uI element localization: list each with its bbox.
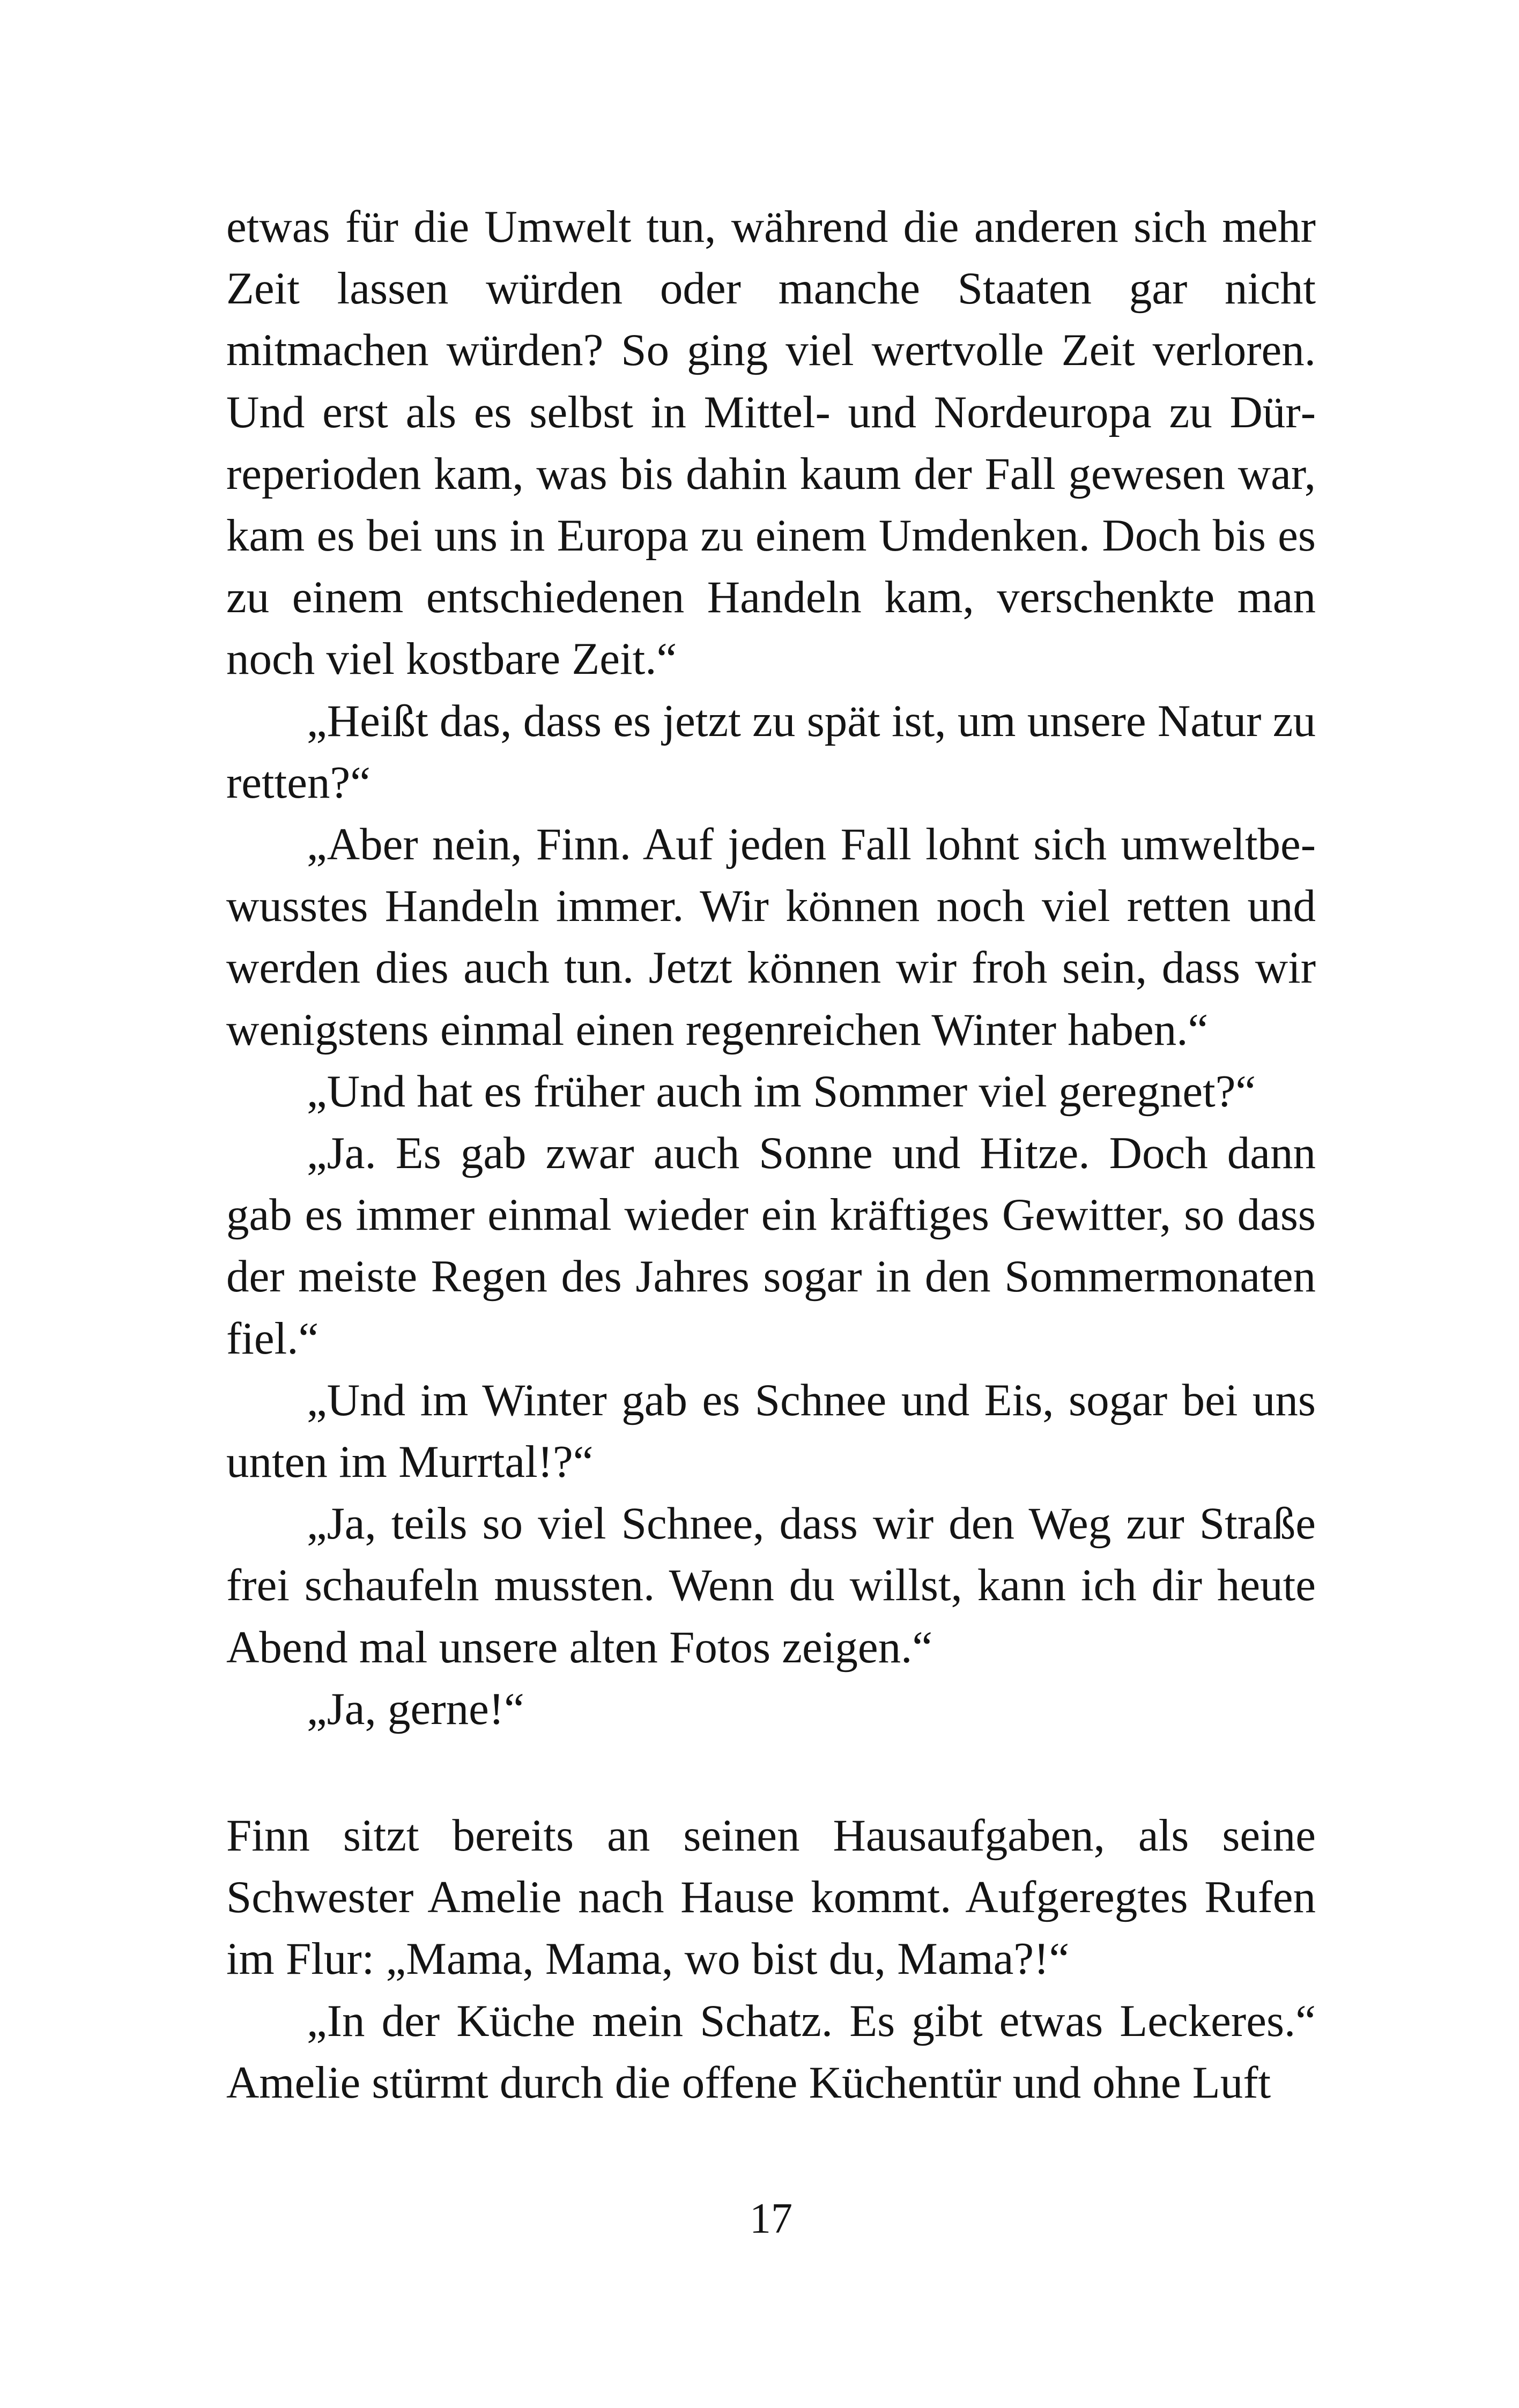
text-section-2: [226, 1805, 1316, 2114]
paragraph-6: „Und im Winter gab es Schnee und Eis, sogar bei uns unten im Murrtal!?“: [226, 1374, 1316, 1488]
paragraph-1: etwas für die Umwelt tun, während die anderen sich mehr Zeit lassen würden oder manche Staaten gar nicht mitmachen würden? So ging viel wertvolle Zeit verloren. Und erst als es selbst in Mittel- und Nordeuropa zu Dürreperioden kam, was bis dahin kaum der Fall gewesen war, kam es bei uns in Europa zu einem Umdenken. Doch bis es zu einem entschiedenen Handeln kam, verschenkte man noch viel kostbare Zeit.“: [226, 202, 1316, 685]
paragraph-10: „In der Küche mein Schatz. Es gibt etwas Leckeres.“ Amelie stürmt durch die offene Küchentür und ohne Luft: [226, 1995, 1316, 2108]
paragraph-9: Finn sitzt bereits an seinen Hausaufgaben, als seine Schwester Amelie nach Hause kommt. Aufgeregtes Rufen im Flur: „Mama, Mama, wo bist du, Mama?!“: [226, 1810, 1316, 1985]
paragraph-7: „Ja, teils so viel Schnee, dass wir den Weg zur Straße frei schaufeln mussten. Wenn du willst, kann ich dir heute Abend mal unsere alten Fotos zeigen.“: [226, 1498, 1316, 1673]
page-number: 17: [750, 2195, 792, 2242]
text-section-1: [226, 196, 1316, 1740]
paragraph-4: „Und hat es früher auch im Sommer viel geregnet?“: [307, 1066, 1256, 1117]
paragraph-3: „Aber nein, Finn. Auf jeden Fall lohnt sich umweltbewusstes Handeln immer. Wir können noch viel retten und werden dies auch tun. Jetzt können wir froh sein, dass wir wenigstens einmal einen regenreichen Winter haben.“: [226, 819, 1316, 1055]
paragraph-5: „Ja. Es gab zwar auch Sonne und Hitze. Doch dann gab es immer einmal wieder ein kräftiges Gewitter, so dass der meiste Regen des Jahres sogar in den Sommermonaten fiel.“: [226, 1128, 1316, 1364]
paragraph-8: „Ja, gerne!“: [307, 1683, 524, 1734]
paragraph-2: „Heißt das, dass es jetzt zu spät ist, um unsere Natur zu retten?“: [226, 695, 1316, 808]
